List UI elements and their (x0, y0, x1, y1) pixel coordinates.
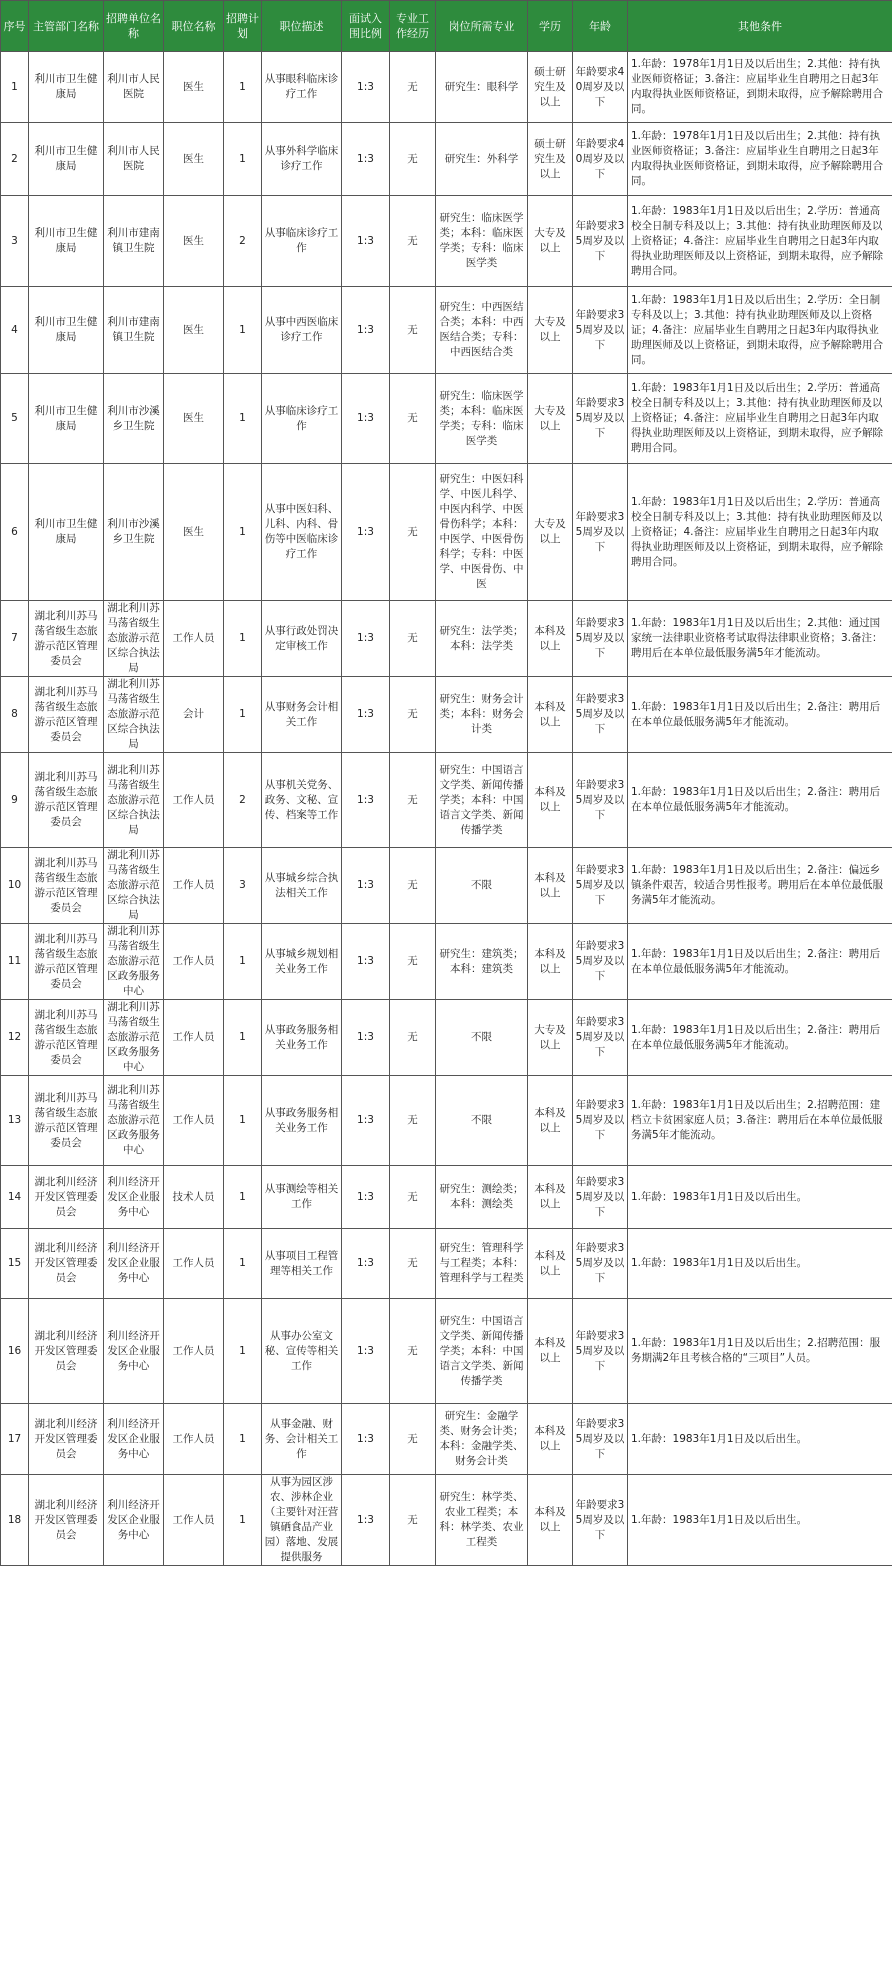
cell-no: 14 (1, 1166, 29, 1229)
cell-experience: 无 (390, 601, 436, 677)
cell-age: 年龄要求35周岁及以下 (573, 1076, 628, 1166)
cell-dept: 湖北利川苏马荡省级生态旅游示范区管理委员会 (29, 848, 104, 924)
cell-no: 17 (1, 1404, 29, 1475)
cell-position: 工作人员 (164, 1000, 224, 1076)
cell-position: 工作人员 (164, 1299, 224, 1404)
table-row (1, 924, 892, 1000)
cell-unit: 湖北利川苏马荡省级生态旅游示范区政务服务中心 (104, 1076, 164, 1166)
cell-experience: 无 (390, 1404, 436, 1475)
table-body (1, 52, 892, 1566)
cell-plan: 1 (224, 1166, 262, 1229)
cell-description: 从事财务会计相关工作 (262, 677, 342, 753)
cell-position: 医生 (164, 52, 224, 123)
cell-position: 技术人员 (164, 1166, 224, 1229)
cell-ratio: 1:3 (342, 924, 390, 1000)
cell-other: 1.年龄：1983年1月1日及以后出生；2.备注：聘用后在本单位最低服务满5年才能流动。 (628, 753, 892, 848)
cell-ratio: 1:3 (342, 52, 390, 123)
cell-plan: 1 (224, 924, 262, 1000)
cell-unit: 利川市人民医院 (104, 123, 164, 196)
cell-no: 13 (1, 1076, 29, 1166)
cell-experience: 无 (390, 1000, 436, 1076)
cell-position: 工作人员 (164, 848, 224, 924)
cell-no: 12 (1, 1000, 29, 1076)
cell-plan: 1 (224, 1229, 262, 1299)
cell-no: 18 (1, 1475, 29, 1566)
cell-description: 从事中西医临床诊疗工作 (262, 287, 342, 374)
cell-description: 从事行政处罚决定审核工作 (262, 601, 342, 677)
cell-plan: 2 (224, 753, 262, 848)
cell-major: 研究生：眼科学 (436, 52, 528, 123)
cell-education: 本科及以上 (528, 848, 573, 924)
col-header-age: 年龄 (573, 1, 628, 52)
cell-other: 1.年龄：1983年1月1日及以后出生；2.备注：聘用后在本单位最低服务满5年才能流动。 (628, 677, 892, 753)
cell-description: 从事测绘等相关工作 (262, 1166, 342, 1229)
cell-position: 工作人员 (164, 924, 224, 1000)
cell-other: 1.年龄：1983年1月1日及以后出生；2.备注：聘用后在本单位最低服务满5年才能流动。 (628, 1000, 892, 1076)
cell-experience: 无 (390, 1076, 436, 1166)
cell-dept: 利川市卫生健康局 (29, 464, 104, 601)
table-row (1, 601, 892, 677)
cell-age: 年龄要求35周岁及以下 (573, 1475, 628, 1566)
cell-ratio: 1:3 (342, 374, 390, 464)
cell-dept: 湖北利川经济开发区管理委员会 (29, 1229, 104, 1299)
cell-age: 年龄要求35周岁及以下 (573, 924, 628, 1000)
cell-plan: 1 (224, 1404, 262, 1475)
cell-experience: 无 (390, 287, 436, 374)
table-row (1, 1229, 892, 1299)
cell-no: 5 (1, 374, 29, 464)
cell-experience: 无 (390, 123, 436, 196)
cell-dept: 利川市卫生健康局 (29, 287, 104, 374)
cell-unit: 利川经济开发区企业服务中心 (104, 1229, 164, 1299)
cell-other: 1.年龄：1983年1月1日及以后出生；2.备注：偏远乡镇条件艰苦，较适合男性报考。聘用后在本单位最低服务满5年才能流动。 (628, 848, 892, 924)
cell-ratio: 1:3 (342, 464, 390, 601)
cell-experience: 无 (390, 1475, 436, 1566)
cell-education: 大专及以上 (528, 464, 573, 601)
cell-plan: 1 (224, 374, 262, 464)
table-header-row (1, 1, 892, 52)
cell-ratio: 1:3 (342, 677, 390, 753)
cell-dept: 湖北利川经济开发区管理委员会 (29, 1299, 104, 1404)
cell-unit: 利川市沙溪乡卫生院 (104, 464, 164, 601)
cell-position: 工作人员 (164, 753, 224, 848)
cell-plan: 1 (224, 123, 262, 196)
table-row (1, 52, 892, 123)
cell-education: 大专及以上 (528, 1000, 573, 1076)
cell-other: 1.年龄：1983年1月1日及以后出生；2.学历：普通高校全日制专科及以上；3.其他：持有执业助理医师及以上资格证；4.备注：应届毕业生自聘用之日起3年内取得执业助理医师及以上资格证，到期未取得，应予解除聘用合同。 (628, 196, 892, 287)
cell-no: 2 (1, 123, 29, 196)
cell-experience: 无 (390, 677, 436, 753)
cell-age: 年龄要求35周岁及以下 (573, 464, 628, 601)
col-header-major: 岗位所需专业 (436, 1, 528, 52)
cell-education: 本科及以上 (528, 1166, 573, 1229)
cell-unit: 利川市建南镇卫生院 (104, 196, 164, 287)
cell-major: 研究生：林学类、农业工程类；本科：林学类、农业工程类 (436, 1475, 528, 1566)
cell-plan: 1 (224, 52, 262, 123)
cell-unit: 利川经济开发区企业服务中心 (104, 1475, 164, 1566)
cell-plan: 1 (224, 677, 262, 753)
col-header-education: 学历 (528, 1, 573, 52)
cell-other: 1.年龄：1983年1月1日及以后出生。 (628, 1404, 892, 1475)
cell-dept: 利川市卫生健康局 (29, 196, 104, 287)
cell-position: 工作人员 (164, 1229, 224, 1299)
col-header-position: 职位名称 (164, 1, 224, 52)
col-header-unit: 招聘单位名称 (104, 1, 164, 52)
cell-ratio: 1:3 (342, 123, 390, 196)
cell-dept: 湖北利川苏马荡省级生态旅游示范区管理委员会 (29, 601, 104, 677)
cell-experience: 无 (390, 924, 436, 1000)
cell-age: 年龄要求35周岁及以下 (573, 196, 628, 287)
table-row (1, 1076, 892, 1166)
table-row (1, 287, 892, 374)
cell-dept: 湖北利川苏马荡省级生态旅游示范区管理委员会 (29, 753, 104, 848)
cell-description: 从事城乡综合执法相关工作 (262, 848, 342, 924)
cell-education: 硕士研究生及以上 (528, 123, 573, 196)
cell-age: 年龄要求35周岁及以下 (573, 1299, 628, 1404)
cell-major: 研究生：中国语言文学类、新闻传播学类；本科：中国语言文学类、新闻传播学类 (436, 753, 528, 848)
cell-experience: 无 (390, 1229, 436, 1299)
cell-education: 大专及以上 (528, 196, 573, 287)
cell-major: 研究生：金融学类、财务会计类；本科：金融学类、财务会计类 (436, 1404, 528, 1475)
cell-age: 年龄要求35周岁及以下 (573, 677, 628, 753)
cell-ratio: 1:3 (342, 848, 390, 924)
cell-dept: 湖北利川苏马荡省级生态旅游示范区管理委员会 (29, 677, 104, 753)
cell-position: 工作人员 (164, 1475, 224, 1566)
cell-plan: 1 (224, 601, 262, 677)
cell-position: 医生 (164, 123, 224, 196)
cell-unit: 湖北利川苏马荡省级生态旅游示范区政务服务中心 (104, 1000, 164, 1076)
cell-age: 年龄要求35周岁及以下 (573, 1229, 628, 1299)
col-header-other: 其他条件 (628, 1, 892, 52)
cell-position: 工作人员 (164, 601, 224, 677)
cell-ratio: 1:3 (342, 753, 390, 848)
cell-dept: 湖北利川经济开发区管理委员会 (29, 1404, 104, 1475)
cell-dept: 利川市卫生健康局 (29, 374, 104, 464)
cell-other: 1.年龄：1983年1月1日及以后出生；2.招聘范围：服务期满2年且考核合格的“三项目”人员。 (628, 1299, 892, 1404)
cell-other: 1.年龄：1983年1月1日及以后出生；2.备注：聘用后在本单位最低服务满5年才能流动。 (628, 924, 892, 1000)
col-header-plan: 招聘计划 (224, 1, 262, 52)
cell-no: 3 (1, 196, 29, 287)
cell-experience: 无 (390, 1166, 436, 1229)
col-header-dept: 主管部门名称 (29, 1, 104, 52)
cell-dept: 利川市卫生健康局 (29, 52, 104, 123)
cell-dept: 湖北利川经济开发区管理委员会 (29, 1475, 104, 1566)
cell-experience: 无 (390, 753, 436, 848)
cell-education: 大专及以上 (528, 374, 573, 464)
cell-description: 从事眼科临床诊疗工作 (262, 52, 342, 123)
cell-description: 从事政务服务相关业务工作 (262, 1000, 342, 1076)
table-row (1, 1000, 892, 1076)
cell-ratio: 1:3 (342, 287, 390, 374)
cell-other: 1.年龄：1983年1月1日及以后出生。 (628, 1166, 892, 1229)
col-header-no: 序号 (1, 1, 29, 52)
table-row (1, 1299, 892, 1404)
cell-other: 1.年龄：1983年1月1日及以后出生；2.学历：普通高校全日制专科及以上；3.其他：持有执业助理医师及以上资格证；4.备注：应届毕业生自聘用之日起3年内取得执业助理医师及以上资格证，到期未取得，应予解除聘用合同。 (628, 464, 892, 601)
cell-no: 4 (1, 287, 29, 374)
cell-no: 1 (1, 52, 29, 123)
cell-education: 本科及以上 (528, 1076, 573, 1166)
cell-experience: 无 (390, 848, 436, 924)
cell-major: 研究生：财务会计类；本科：财务会计类 (436, 677, 528, 753)
cell-major: 研究生：中西医结合类；本科：中西医结合类；专科：中西医结合类 (436, 287, 528, 374)
cell-no: 8 (1, 677, 29, 753)
cell-description: 从事临床诊疗工作 (262, 374, 342, 464)
cell-plan: 1 (224, 1000, 262, 1076)
cell-no: 6 (1, 464, 29, 601)
cell-unit: 利川经济开发区企业服务中心 (104, 1404, 164, 1475)
col-header-experience: 专业工作经历 (390, 1, 436, 52)
col-header-ratio: 面试入围比例 (342, 1, 390, 52)
cell-unit: 利川经济开发区企业服务中心 (104, 1299, 164, 1404)
table-row (1, 1166, 892, 1229)
cell-description: 从事中医妇科、儿科、内科、骨伤等中医临床诊疗工作 (262, 464, 342, 601)
cell-dept: 湖北利川苏马荡省级生态旅游示范区管理委员会 (29, 924, 104, 1000)
cell-major: 研究生：中医妇科学、中医儿科学、中医内科学、中医骨伤科学；本科：中医学、中医骨伤科学；专科：中医学、中医骨伤、中医 (436, 464, 528, 601)
cell-no: 9 (1, 753, 29, 848)
cell-other: 1.年龄：1983年1月1日及以后出生；2.学历：全日制专科及以上；3.其他：持有执业助理医师及以上资格证；4.备注：应届毕业生自聘用之日起3年内取得执业助理医师及以上资格证，到期未取得，应予解除聘用合同。 (628, 287, 892, 374)
cell-education: 大专及以上 (528, 287, 573, 374)
cell-experience: 无 (390, 1299, 436, 1404)
cell-ratio: 1:3 (342, 196, 390, 287)
table-row (1, 848, 892, 924)
table-row (1, 677, 892, 753)
cell-experience: 无 (390, 52, 436, 123)
cell-position: 医生 (164, 374, 224, 464)
cell-major: 不限 (436, 1076, 528, 1166)
cell-ratio: 1:3 (342, 1000, 390, 1076)
cell-plan: 1 (224, 287, 262, 374)
cell-unit: 湖北利川苏马荡省级生态旅游示范区综合执法局 (104, 677, 164, 753)
cell-major: 研究生：外科学 (436, 123, 528, 196)
cell-description: 从事外科学临床诊疗工作 (262, 123, 342, 196)
cell-position: 医生 (164, 196, 224, 287)
cell-unit: 湖北利川苏马荡省级生态旅游示范区政务服务中心 (104, 924, 164, 1000)
cell-unit: 利川市建南镇卫生院 (104, 287, 164, 374)
cell-age: 年龄要求35周岁及以下 (573, 848, 628, 924)
cell-plan: 1 (224, 1299, 262, 1404)
cell-age: 年龄要求35周岁及以下 (573, 287, 628, 374)
cell-description: 从事为园区涉农、涉林企业（主要针对汪营镇硒食品产业园）落地、发展提供服务 (262, 1475, 342, 1566)
cell-position: 工作人员 (164, 1404, 224, 1475)
cell-major: 研究生：建筑类；本科：建筑类 (436, 924, 528, 1000)
cell-experience: 无 (390, 464, 436, 601)
cell-experience: 无 (390, 374, 436, 464)
cell-age: 年龄要求35周岁及以下 (573, 1000, 628, 1076)
cell-other: 1.年龄：1983年1月1日及以后出生。 (628, 1475, 892, 1566)
cell-ratio: 1:3 (342, 1229, 390, 1299)
cell-age: 年龄要求35周岁及以下 (573, 1166, 628, 1229)
cell-no: 16 (1, 1299, 29, 1404)
cell-description: 从事临床诊疗工作 (262, 196, 342, 287)
cell-other: 1.年龄：1983年1月1日及以后出生。 (628, 1229, 892, 1299)
cell-position: 医生 (164, 464, 224, 601)
cell-other: 1.年龄：1983年1月1日及以后出生；2.其他：通过国家统一法律职业资格考试取得法律职业资格；3.备注：聘用后在本单位最低服务满5年才能流动。 (628, 601, 892, 677)
cell-major: 研究生：测绘类；本科：测绘类 (436, 1166, 528, 1229)
cell-major: 研究生：临床医学类；本科：临床医学类；专科：临床医学类 (436, 374, 528, 464)
cell-age: 年龄要求35周岁及以下 (573, 601, 628, 677)
cell-no: 10 (1, 848, 29, 924)
cell-dept: 湖北利川苏马荡省级生态旅游示范区管理委员会 (29, 1076, 104, 1166)
cell-description: 从事项目工程管理等相关工作 (262, 1229, 342, 1299)
col-header-description: 职位描述 (262, 1, 342, 52)
cell-age: 年龄要求35周岁及以下 (573, 1404, 628, 1475)
cell-position: 会计 (164, 677, 224, 753)
cell-ratio: 1:3 (342, 1166, 390, 1229)
cell-ratio: 1:3 (342, 1076, 390, 1166)
table-row (1, 464, 892, 601)
cell-ratio: 1:3 (342, 1475, 390, 1566)
cell-description: 从事城乡规划相关业务工作 (262, 924, 342, 1000)
cell-major: 研究生：中国语言文学类、新闻传播学类；本科：中国语言文学类、新闻传播学类 (436, 1299, 528, 1404)
cell-ratio: 1:3 (342, 601, 390, 677)
cell-dept: 湖北利川苏马荡省级生态旅游示范区管理委员会 (29, 1000, 104, 1076)
cell-other: 1.年龄：1978年1月1日及以后出生；2.其他：持有执业医师资格证；3.备注：应届毕业生自聘用之日起3年内取得执业医师资格证，到期未取得，应予解除聘用合同。 (628, 123, 892, 196)
cell-description: 从事机关党务、政务、文秘、宣传、档案等工作 (262, 753, 342, 848)
table-row (1, 196, 892, 287)
cell-age: 年龄要求40周岁及以下 (573, 52, 628, 123)
cell-other: 1.年龄：1978年1月1日及以后出生；2.其他：持有执业医师资格证；3.备注：应届毕业生自聘用之日起3年内取得执业医师资格证，到期未取得，应予解除聘用合同。 (628, 52, 892, 123)
cell-major: 研究生：临床医学类；本科：临床医学类；专科：临床医学类 (436, 196, 528, 287)
cell-unit: 利川经济开发区企业服务中心 (104, 1166, 164, 1229)
table-row (1, 123, 892, 196)
cell-unit: 湖北利川苏马荡省级生态旅游示范区综合执法局 (104, 753, 164, 848)
cell-major: 研究生：法学类；本科：法学类 (436, 601, 528, 677)
cell-plan: 3 (224, 848, 262, 924)
cell-unit: 利川市人民医院 (104, 52, 164, 123)
cell-position: 工作人员 (164, 1076, 224, 1166)
cell-ratio: 1:3 (342, 1404, 390, 1475)
cell-education: 本科及以上 (528, 1299, 573, 1404)
cell-experience: 无 (390, 196, 436, 287)
cell-plan: 1 (224, 464, 262, 601)
cell-unit: 利川市沙溪乡卫生院 (104, 374, 164, 464)
cell-no: 15 (1, 1229, 29, 1299)
cell-description: 从事政务服务相关业务工作 (262, 1076, 342, 1166)
table-row (1, 1475, 892, 1566)
cell-no: 11 (1, 924, 29, 1000)
cell-education: 本科及以上 (528, 677, 573, 753)
table-row (1, 374, 892, 464)
cell-dept: 湖北利川经济开发区管理委员会 (29, 1166, 104, 1229)
cell-description: 从事办公室文秘、宣传等相关工作 (262, 1299, 342, 1404)
cell-position: 医生 (164, 287, 224, 374)
cell-no: 7 (1, 601, 29, 677)
cell-major: 不限 (436, 1000, 528, 1076)
cell-plan: 1 (224, 1076, 262, 1166)
cell-major: 不限 (436, 848, 528, 924)
cell-education: 本科及以上 (528, 1475, 573, 1566)
cell-education: 本科及以上 (528, 753, 573, 848)
cell-unit: 湖北利川苏马荡省级生态旅游示范区综合执法局 (104, 601, 164, 677)
cell-unit: 湖北利川苏马荡省级生态旅游示范区综合执法局 (104, 848, 164, 924)
cell-other: 1.年龄：1983年1月1日及以后出生；2.招聘范围：建档立卡贫困家庭人员；3.备注：聘用后在本单位最低服务满5年才能流动。 (628, 1076, 892, 1166)
cell-major: 研究生：管理科学与工程类；本科：管理科学与工程类 (436, 1229, 528, 1299)
cell-other: 1.年龄：1983年1月1日及以后出生；2.学历：普通高校全日制专科及以上；3.其他：持有执业助理医师及以上资格证；4.备注：应届毕业生自聘用之日起3年内取得执业助理医师及以上资格证，到期未取得，应予解除聘用合同。 (628, 374, 892, 464)
cell-plan: 2 (224, 196, 262, 287)
cell-description: 从事金融、财务、会计相关工作 (262, 1404, 342, 1475)
cell-age: 年龄要求40周岁及以下 (573, 123, 628, 196)
cell-age: 年龄要求35周岁及以下 (573, 374, 628, 464)
cell-dept: 利川市卫生健康局 (29, 123, 104, 196)
cell-education: 本科及以上 (528, 1404, 573, 1475)
cell-age: 年龄要求35周岁及以下 (573, 753, 628, 848)
cell-education: 硕士研究生及以上 (528, 52, 573, 123)
cell-plan: 1 (224, 1475, 262, 1566)
cell-education: 本科及以上 (528, 601, 573, 677)
table-row (1, 1404, 892, 1475)
cell-ratio: 1:3 (342, 1299, 390, 1404)
table-row (1, 753, 892, 848)
cell-education: 本科及以上 (528, 924, 573, 1000)
cell-education: 本科及以上 (528, 1229, 573, 1299)
